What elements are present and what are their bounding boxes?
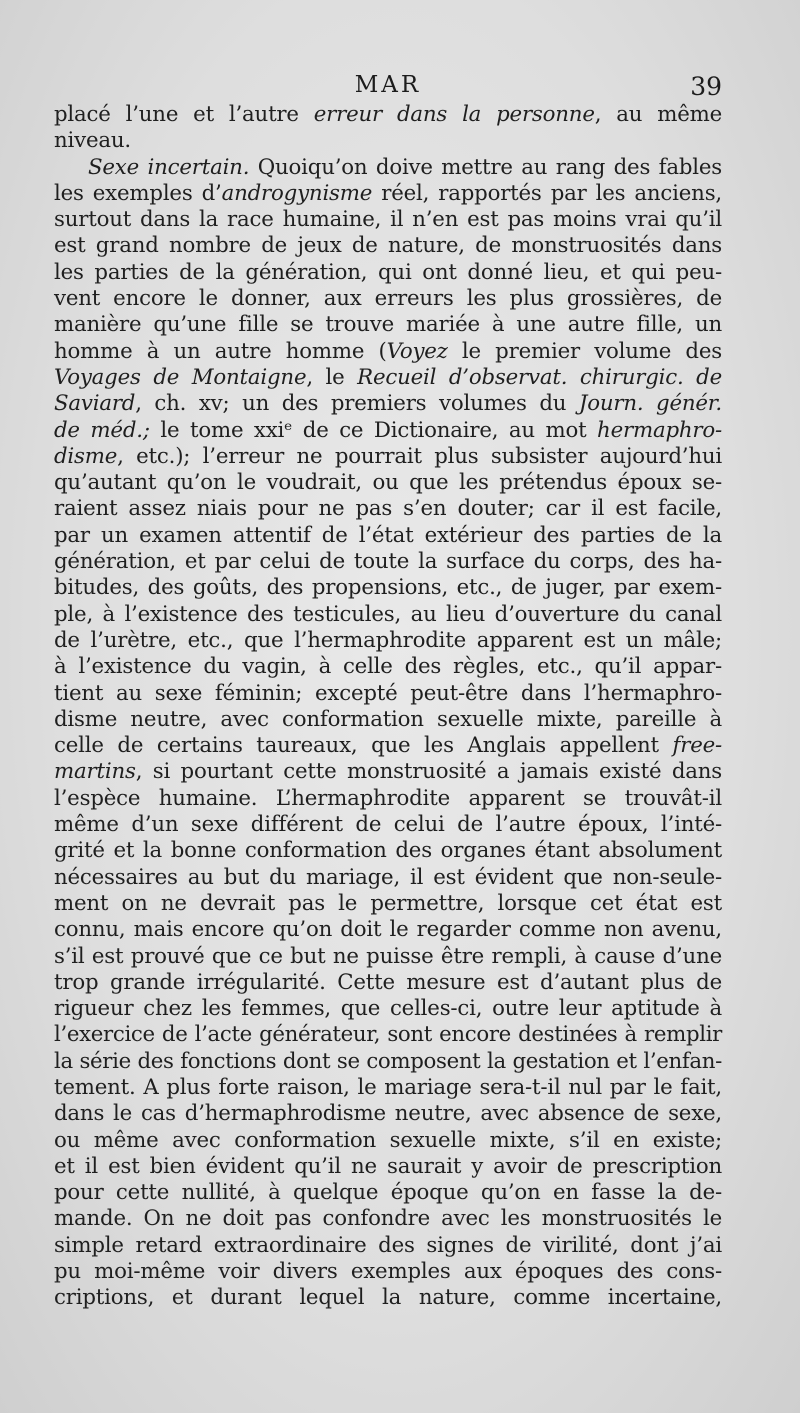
- text-line: [54, 786, 722, 812]
- text-line: [54, 733, 722, 759]
- body-text: [54, 102, 722, 1312]
- text-segment: ple, à l’existence des testicules, au lieu d’ouverture du canal: [54, 601, 722, 627]
- text-line: [54, 102, 722, 128]
- text-line: [54, 681, 722, 707]
- text-segment: connu, mais encore qu’on doit le regarder comme non avenu,: [54, 917, 722, 943]
- text-line: [54, 444, 722, 470]
- text-segment: rigueur chez les femmes, que celles-ci, outre leur aptitude à: [54, 996, 722, 1022]
- text-segment: vent encore le donner, aux erreurs les plus grossières, de: [54, 286, 722, 312]
- text-segment: pour cette nullité, à quelque époque qu’on en fasse la de-: [54, 1180, 722, 1206]
- text-line: [54, 654, 722, 680]
- text-segment: et il est bien évident qu’il ne saurait y avoir de prescription: [54, 1153, 722, 1179]
- italic-text: free-: [672, 733, 722, 759]
- text-segment: celle de certains taureaux, que les Anglais appellent: [54, 733, 673, 759]
- text-segment: ou même avec conformation sexuelle mixte, s’il en existe;: [54, 1127, 722, 1153]
- text-line: [54, 1128, 722, 1154]
- text-segment: Quoiqu’on doive mettre au rang des fables: [249, 154, 722, 180]
- italic-text: Voyages de Montaigne: [54, 364, 307, 390]
- text-line: [54, 1154, 722, 1180]
- text-line: [54, 996, 722, 1022]
- text-line: [54, 891, 722, 917]
- text-line: [54, 312, 722, 338]
- text-segment: de l’urètre, etc., que l’hermaphrodite apparent est un mâle;: [54, 627, 722, 653]
- text-segment: niveau.: [54, 128, 131, 154]
- text-segment: raient assez niais pour ne pas s’en douter; car il est facile,: [54, 496, 722, 522]
- text-segment: nécessaires au but du mariage, il est évident que non-seule-: [54, 864, 722, 890]
- text-segment: le tome xxiᵉ de ce Dictionaire, au mot: [149, 417, 598, 443]
- text-segment: les exemples d’: [54, 180, 222, 206]
- text-segment: tement. A plus forte raison, le mariage sera-t-il nul par le fait,: [54, 1074, 722, 1100]
- text-segment: pu moi-même voir divers exemples aux époques des cons-: [54, 1259, 722, 1285]
- text-line: [54, 970, 722, 996]
- text-segment: simple retard extraordinaire des signes de virilité, dont j’ai: [54, 1232, 722, 1258]
- text-segment: par un examen attentif de l’état extérieur des parties de la: [54, 522, 722, 548]
- text-segment: la série des fonctions dont se composent la gestation et l’enfan-: [54, 1048, 722, 1074]
- running-head-title: MAR: [354, 72, 422, 98]
- text-segment: qu’autant qu’on le voudrait, ou que les prétendus époux se-: [54, 470, 722, 496]
- text-line: [54, 365, 722, 391]
- text-segment: homme à un autre homme (: [54, 338, 387, 364]
- italic-text: Recueil d’observat. chirurgic. de: [357, 364, 722, 390]
- text-segment: dans le cas d’hermaphrodisme neutre, avec absence de sexe,: [54, 1101, 722, 1127]
- text-line: [54, 207, 722, 233]
- text-line: [54, 1206, 722, 1232]
- text-line: [54, 286, 722, 312]
- text-line: [54, 628, 722, 654]
- text-segment: tient au sexe féminin; excepté peut-être dans l’hermaphro-: [54, 680, 722, 706]
- text-segment: surtout dans la race humaine, il n’en est pas moins vrai qu’il: [54, 207, 722, 233]
- text-line: [54, 707, 722, 733]
- text-line: [54, 1075, 722, 1101]
- text-line: [54, 233, 722, 259]
- text-line: [54, 575, 722, 601]
- text-line: [54, 759, 722, 785]
- text-line: [54, 602, 722, 628]
- text-segment: génération, et par celui de toute la surface du corps, des ha-: [54, 549, 722, 575]
- text-segment: placé l’une et l’autre: [54, 102, 314, 127]
- text-line: [54, 155, 722, 181]
- text-line: [54, 1285, 722, 1311]
- text-segment: manière qu’une fille se trouve mariée à une autre fille, un: [54, 312, 722, 338]
- text-line: [54, 1022, 722, 1048]
- page-number: 39: [690, 72, 722, 101]
- text-segment: mande. On ne doit pas confondre avec les monstruosités le: [54, 1206, 722, 1232]
- italic-text: Sexe incertain.: [88, 154, 250, 180]
- text-segment: , au même: [594, 102, 722, 127]
- text-line: [54, 917, 722, 943]
- text-segment: disme neutre, avec conformation sexuelle mixte, pareille à: [54, 706, 722, 732]
- text-line: [54, 470, 722, 496]
- text-segment: , si pourtant cette monstruosité a jamais existé dans: [135, 759, 722, 785]
- italic-text: disme: [54, 443, 118, 469]
- text-line: [54, 1101, 722, 1127]
- italic-text: hermaphro-: [597, 417, 722, 443]
- text-line: [54, 260, 722, 286]
- italic-text: erreur dans la personne: [313, 102, 595, 127]
- text-segment: criptions, et durant lequel la nature, comme incertaine,: [54, 1285, 722, 1311]
- italic-text: Saviard: [54, 391, 136, 417]
- italic-text: Journ. génér.: [578, 391, 723, 417]
- text-segment: réel, rapportés par les anciens,: [372, 180, 722, 206]
- running-head: [54, 66, 722, 106]
- text-line: [54, 865, 722, 891]
- text-segment: bitudes, des goûts, des propensions, etc., de juger, par exem-: [54, 575, 722, 601]
- text-line: [54, 944, 722, 970]
- text-line: [54, 496, 722, 522]
- text-line: [54, 418, 722, 444]
- italic-text: martins: [54, 759, 136, 785]
- italic-text: Voyez: [386, 338, 448, 364]
- text-line: [54, 1233, 722, 1259]
- text-line: [54, 181, 722, 207]
- text-segment: l’exercice de l’acte générateur, sont encore destinées à remplir: [54, 1022, 722, 1048]
- text-segment: à l’existence du vagin, à celle des règles, etc., qu’il appar-: [54, 654, 722, 680]
- text-line: [54, 128, 722, 154]
- text-line: [54, 523, 722, 549]
- text-segment: ment on ne devrait pas le permettre, lorsque cet état est: [54, 890, 722, 916]
- text-segment: le premier volume des: [447, 338, 722, 364]
- text-segment: est grand nombre de jeux de nature, de monstruosités dans: [54, 233, 722, 259]
- text-segment: , le: [306, 364, 358, 390]
- text-line: [54, 1049, 722, 1075]
- text-segment: s’il est prouvé que ce but ne puisse être rempli, à cause d’une: [54, 943, 722, 969]
- text-line: [54, 549, 722, 575]
- text-segment: , ch. xv; un des premiers volumes du: [135, 391, 579, 417]
- text-line: [54, 812, 722, 838]
- text-segment: l’espèce humaine. L’hermaphrodite apparent se trouvât-il: [54, 785, 722, 811]
- text-segment: les parties de la génération, qui ont donné lieu, et qui peu-: [54, 259, 722, 285]
- text-line: [54, 1180, 722, 1206]
- text-segment: , etc.); l’erreur ne pourrait plus subsister aujourd’hui: [117, 443, 722, 469]
- italic-text: androgynisme: [221, 180, 373, 206]
- text-segment: grité et la bonne conformation des organes étant absolument: [54, 838, 722, 864]
- text-line: [54, 1259, 722, 1285]
- text-segment: trop grande irrégularité. Cette mesure est d’autant plus de: [54, 969, 722, 995]
- text-line: [54, 391, 722, 417]
- text-line: [54, 838, 722, 864]
- italic-text: de méd.;: [54, 417, 150, 443]
- text-segment: même d’un sexe différent de celui de l’autre époux, l’inté-: [54, 812, 722, 838]
- text-line: [54, 339, 722, 365]
